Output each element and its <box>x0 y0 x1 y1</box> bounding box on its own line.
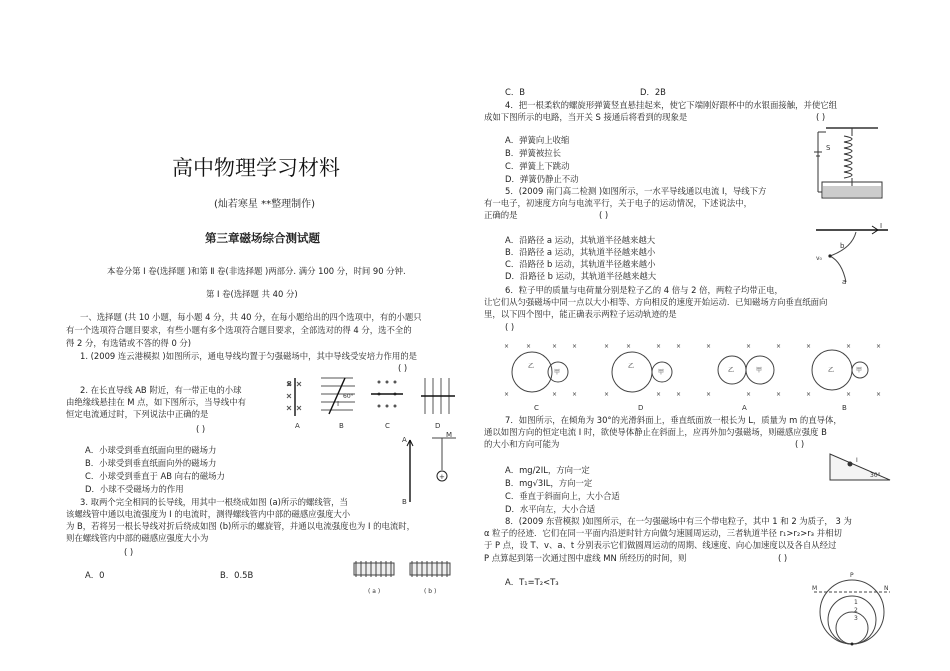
current-label: I <box>856 457 858 464</box>
answer-paren: ( ) <box>599 210 609 220</box>
figure-label: B <box>339 422 344 430</box>
point-p-label: P <box>850 572 854 579</box>
svg-text:×: × <box>626 343 632 350</box>
option: C．小球受到垂直于 AB 向右的磁场力 <box>85 471 225 481</box>
option: A．T₁=T₂<T₃ <box>505 577 559 587</box>
point-b-label: B <box>402 498 407 506</box>
q5-figure <box>812 218 892 288</box>
chapter-title: 第三章磁场综合测试题 <box>205 231 320 245</box>
svg-text:×: × <box>706 391 712 398</box>
point-m-label: M <box>446 432 453 439</box>
particle-yi-label: 乙 <box>828 367 835 374</box>
q6-figures <box>496 338 896 414</box>
question-4-line: 成如下图所示的电路，当开关 S 接通后将看到的现象是 <box>484 112 688 122</box>
svg-text:×: × <box>806 391 812 398</box>
exam-intro: 本卷分第 Ⅰ 卷(选择题 )和第 Ⅱ 卷(非选择题 )两部分. 满分 100 分，时间 90 分钟. <box>107 266 406 276</box>
figure-label: D <box>638 404 644 412</box>
svg-text:×: × <box>656 343 662 350</box>
figure-d-field <box>421 378 455 414</box>
q8-figure <box>812 566 892 656</box>
option: A．0 <box>85 570 105 580</box>
velocity-label: v₀ <box>816 255 822 262</box>
svg-text:×: × <box>806 343 812 350</box>
option: A．沿路径 a 运动，其轨道半径越来越大 <box>505 235 656 245</box>
particle-jia-label: 甲 <box>856 367 863 374</box>
particle-jia-label: 甲 <box>658 369 665 376</box>
figure-label: ( a ) <box>368 588 381 595</box>
option: B．0.5B <box>220 570 254 580</box>
question-6-line: 里，以下四个图中，能正确表示两粒子运动轨迹的是 <box>484 309 677 319</box>
svg-text:×: × <box>876 343 882 350</box>
question-6-line: 让它们从匀强磁场中同一点以大小相等、方向相反的速度开始运动．已知磁场方向垂直纸面向 <box>484 297 828 307</box>
svg-text:×: × <box>552 391 558 398</box>
question-3-line: 3. 取两个完全相同的长导线，用其中一根绕成如图 (a)所示的螺线管，当 <box>80 497 348 507</box>
switch-label: S <box>826 144 831 152</box>
question-6-line: 6．粒子甲的质量与电荷量分别是粒子乙的 4 倍与 2 倍，两粒子均带正电， <box>505 285 783 295</box>
option: A．小球受到垂直纸面向里的磁场力 <box>85 445 217 455</box>
document-title: 高中物理学习材料 <box>172 156 340 180</box>
path-a-label: a <box>842 278 847 286</box>
svg-text:×: × <box>676 343 682 350</box>
option: C．弹簧上下跳动 <box>505 161 570 171</box>
orbit-label: 3 <box>854 615 858 622</box>
section-instruction-line: 一、选择题 (共 10 小题，每小题 4 分，共 40 分，在每小题给出的四个选项中，有的小题只 <box>80 312 422 322</box>
svg-text:×: × <box>676 391 682 398</box>
question-7-line: 通以如图方向的恒定电流 I 时，欲使导体静止在斜面上，应再外加匀强磁场，则磁感应强度 B <box>484 427 827 437</box>
svg-text:×: × <box>604 391 610 398</box>
particle-jia-label: 甲 <box>756 367 763 374</box>
question-8-line: 于 P 点，设 T、v、a、t 分别表示它们做圆周运动的周期、线速度、向心加速度以及各自从经过 <box>484 540 837 550</box>
option: C．垂直于斜面向上，大小合适 <box>505 491 620 501</box>
particle-yi-label: 乙 <box>628 363 635 370</box>
section-instruction-line: 得 2 分，有选错或不答的得 0 分) <box>66 338 192 348</box>
question-1: 1. (2009 连云港模拟 )如图所示，通电导线均置于匀强磁场中，其中导线受安培力作用的是 <box>80 351 417 361</box>
figure-label: ( b ) <box>424 588 437 595</box>
figure-label: C <box>385 422 390 430</box>
field-label-b: B <box>287 380 292 388</box>
svg-text:×: × <box>746 391 752 398</box>
option: D．小球不受磁场力的作用 <box>85 484 184 494</box>
option: C．B <box>505 87 525 97</box>
svg-text:×: × <box>746 343 752 350</box>
point-a-label: A <box>402 436 407 444</box>
svg-text:×: × <box>572 343 578 350</box>
option: D．沿路径 b 运动，其轨道半径越来越大 <box>505 271 657 281</box>
question-7-line: 的大小和方向可能为 <box>484 439 560 449</box>
q3-figure <box>348 555 460 597</box>
document-subtitle: (灿若寒星 **整理制作) <box>214 199 315 210</box>
answer-paren: ( ) <box>795 439 805 449</box>
q2-figure <box>398 432 458 508</box>
particle-yi-label: 乙 <box>528 363 535 370</box>
answer-paren: ( ) <box>196 424 206 434</box>
angle-label: 60° <box>343 393 354 400</box>
svg-text:×: × <box>656 391 662 398</box>
particle-jia-label: 甲 <box>554 369 561 376</box>
svg-text:×: × <box>504 391 510 398</box>
svg-text:×: × <box>552 343 558 350</box>
question-5-line: 有一电子，初速度方向与电流平行，关于电子的运动情况，下述说法中， <box>484 198 752 208</box>
angle-label: 30° <box>870 472 881 479</box>
q4-figure <box>812 122 892 204</box>
option: B．mg√3IL，方向一定 <box>505 478 593 488</box>
figure-c-field <box>371 381 403 407</box>
svg-text:×: × <box>846 343 852 350</box>
option: B．弹簧被拉长 <box>505 148 561 158</box>
section-instruction-line: 有一个选项符合题目要求，有些小题有多个选项符合题目要求，全部选对的得 4 分，选不全的 <box>66 325 412 335</box>
figure-label: C <box>534 404 539 412</box>
option: B．小球受到垂直纸面向外的磁场力 <box>85 458 217 468</box>
part-one-heading: 第 Ⅰ 卷(选择题 共 40 分) <box>206 289 298 299</box>
orbit-label: 1 <box>854 599 858 606</box>
question-5-line: 5．(2009 南门高二检测 )如图所示，一水平导线通以电流 I，导线下方 <box>505 186 767 196</box>
answer-paren: ( ) <box>398 363 408 373</box>
svg-text:×: × <box>846 391 852 398</box>
option: D．水平向左，大小合适 <box>505 504 596 514</box>
figure-label: B <box>842 404 847 412</box>
question-8-line: α 粒子的径迹．它们在同一平面内沿逆时针方向做匀速圆周运动，三者轨道半径 r₁>r₂>r₃ 并相切 <box>484 528 842 538</box>
question-3-line: 则在螺线管内中部的磁感应强度大小为 <box>66 533 209 543</box>
svg-text:×: × <box>776 343 782 350</box>
question-3-line: 该螺线管中通以电流强度为 I 的电流时，测得螺线管内中部的磁感应强度大小 <box>66 509 351 519</box>
orbit-label: 2 <box>854 607 858 614</box>
question-7-line: 7．如图所示，在倾角为 30°的光滑斜面上，垂直纸面放一根长为 L，质量为 m 的直导体， <box>505 415 842 425</box>
particle-yi-label: 乙 <box>728 367 735 374</box>
svg-text:×: × <box>776 391 782 398</box>
option: A．弹簧向上收缩 <box>505 135 570 145</box>
question-5-line: 正确的是 <box>484 210 518 220</box>
answer-paren: ( ) <box>124 547 134 557</box>
svg-text:×: × <box>604 343 610 350</box>
q7-figure <box>826 450 896 486</box>
option: D．2B <box>640 87 666 97</box>
question-8-line: 8．(2009 东营模拟 )如图所示，在一匀强磁场中有三个带电粒子，其中 1 和 2 为质子， 3 为 <box>505 516 852 526</box>
plus-sign: + <box>439 473 445 481</box>
option: A．mg/2IL，方向一定 <box>505 465 590 475</box>
svg-text:×: × <box>876 391 882 398</box>
svg-text:×: × <box>706 343 712 350</box>
svg-text:×: × <box>572 391 578 398</box>
svg-text:×: × <box>504 343 510 350</box>
option: B．沿路径 a 运动，其轨道半径越来越小 <box>505 247 656 257</box>
question-2-line: 恒定电流通过时，下列说法中正确的是 <box>66 409 209 419</box>
question-2-line: 2. 在长直导线 AB 附近，有一带正电的小球 <box>80 385 242 395</box>
question-3-line: 为 B，若将另一根长导线对折后绕成如图 (b)所示的螺旋管，并通以电流强度也为 I 的电流时， <box>66 521 415 531</box>
answer-paren: ( ) <box>505 322 515 332</box>
figure-label: A <box>742 404 747 412</box>
figure-label: A <box>295 422 300 430</box>
question-8-line: P 点算起到第一次通过图中虚线 MN 所经历的时间，则 <box>484 553 687 563</box>
answer-paren: ( ) <box>816 112 826 122</box>
option: C．沿路径 b 运动，其轨道半径越来越小 <box>505 259 656 269</box>
answer-paren: ( ) <box>778 553 788 563</box>
point-n-label: N <box>884 585 889 592</box>
q1-figure <box>283 376 468 432</box>
svg-text:×: × <box>526 343 532 350</box>
figure-label: D <box>435 422 441 430</box>
path-b-label: b <box>840 242 845 250</box>
question-2-line: 由绝缘线悬挂在 M 点，如下图所示，当导线中有 <box>66 397 247 407</box>
question-4-line: 4．把一根柔软的螺旋形弹簧竖直悬挂起来，使它下端刚好跟杯中的水银面接触，并使它组 <box>505 100 837 110</box>
point-m-label: M <box>812 585 818 592</box>
current-label-i: I <box>337 400 340 408</box>
current-label: I <box>880 222 883 230</box>
option: D．弹簧仍静止不动 <box>505 174 579 184</box>
